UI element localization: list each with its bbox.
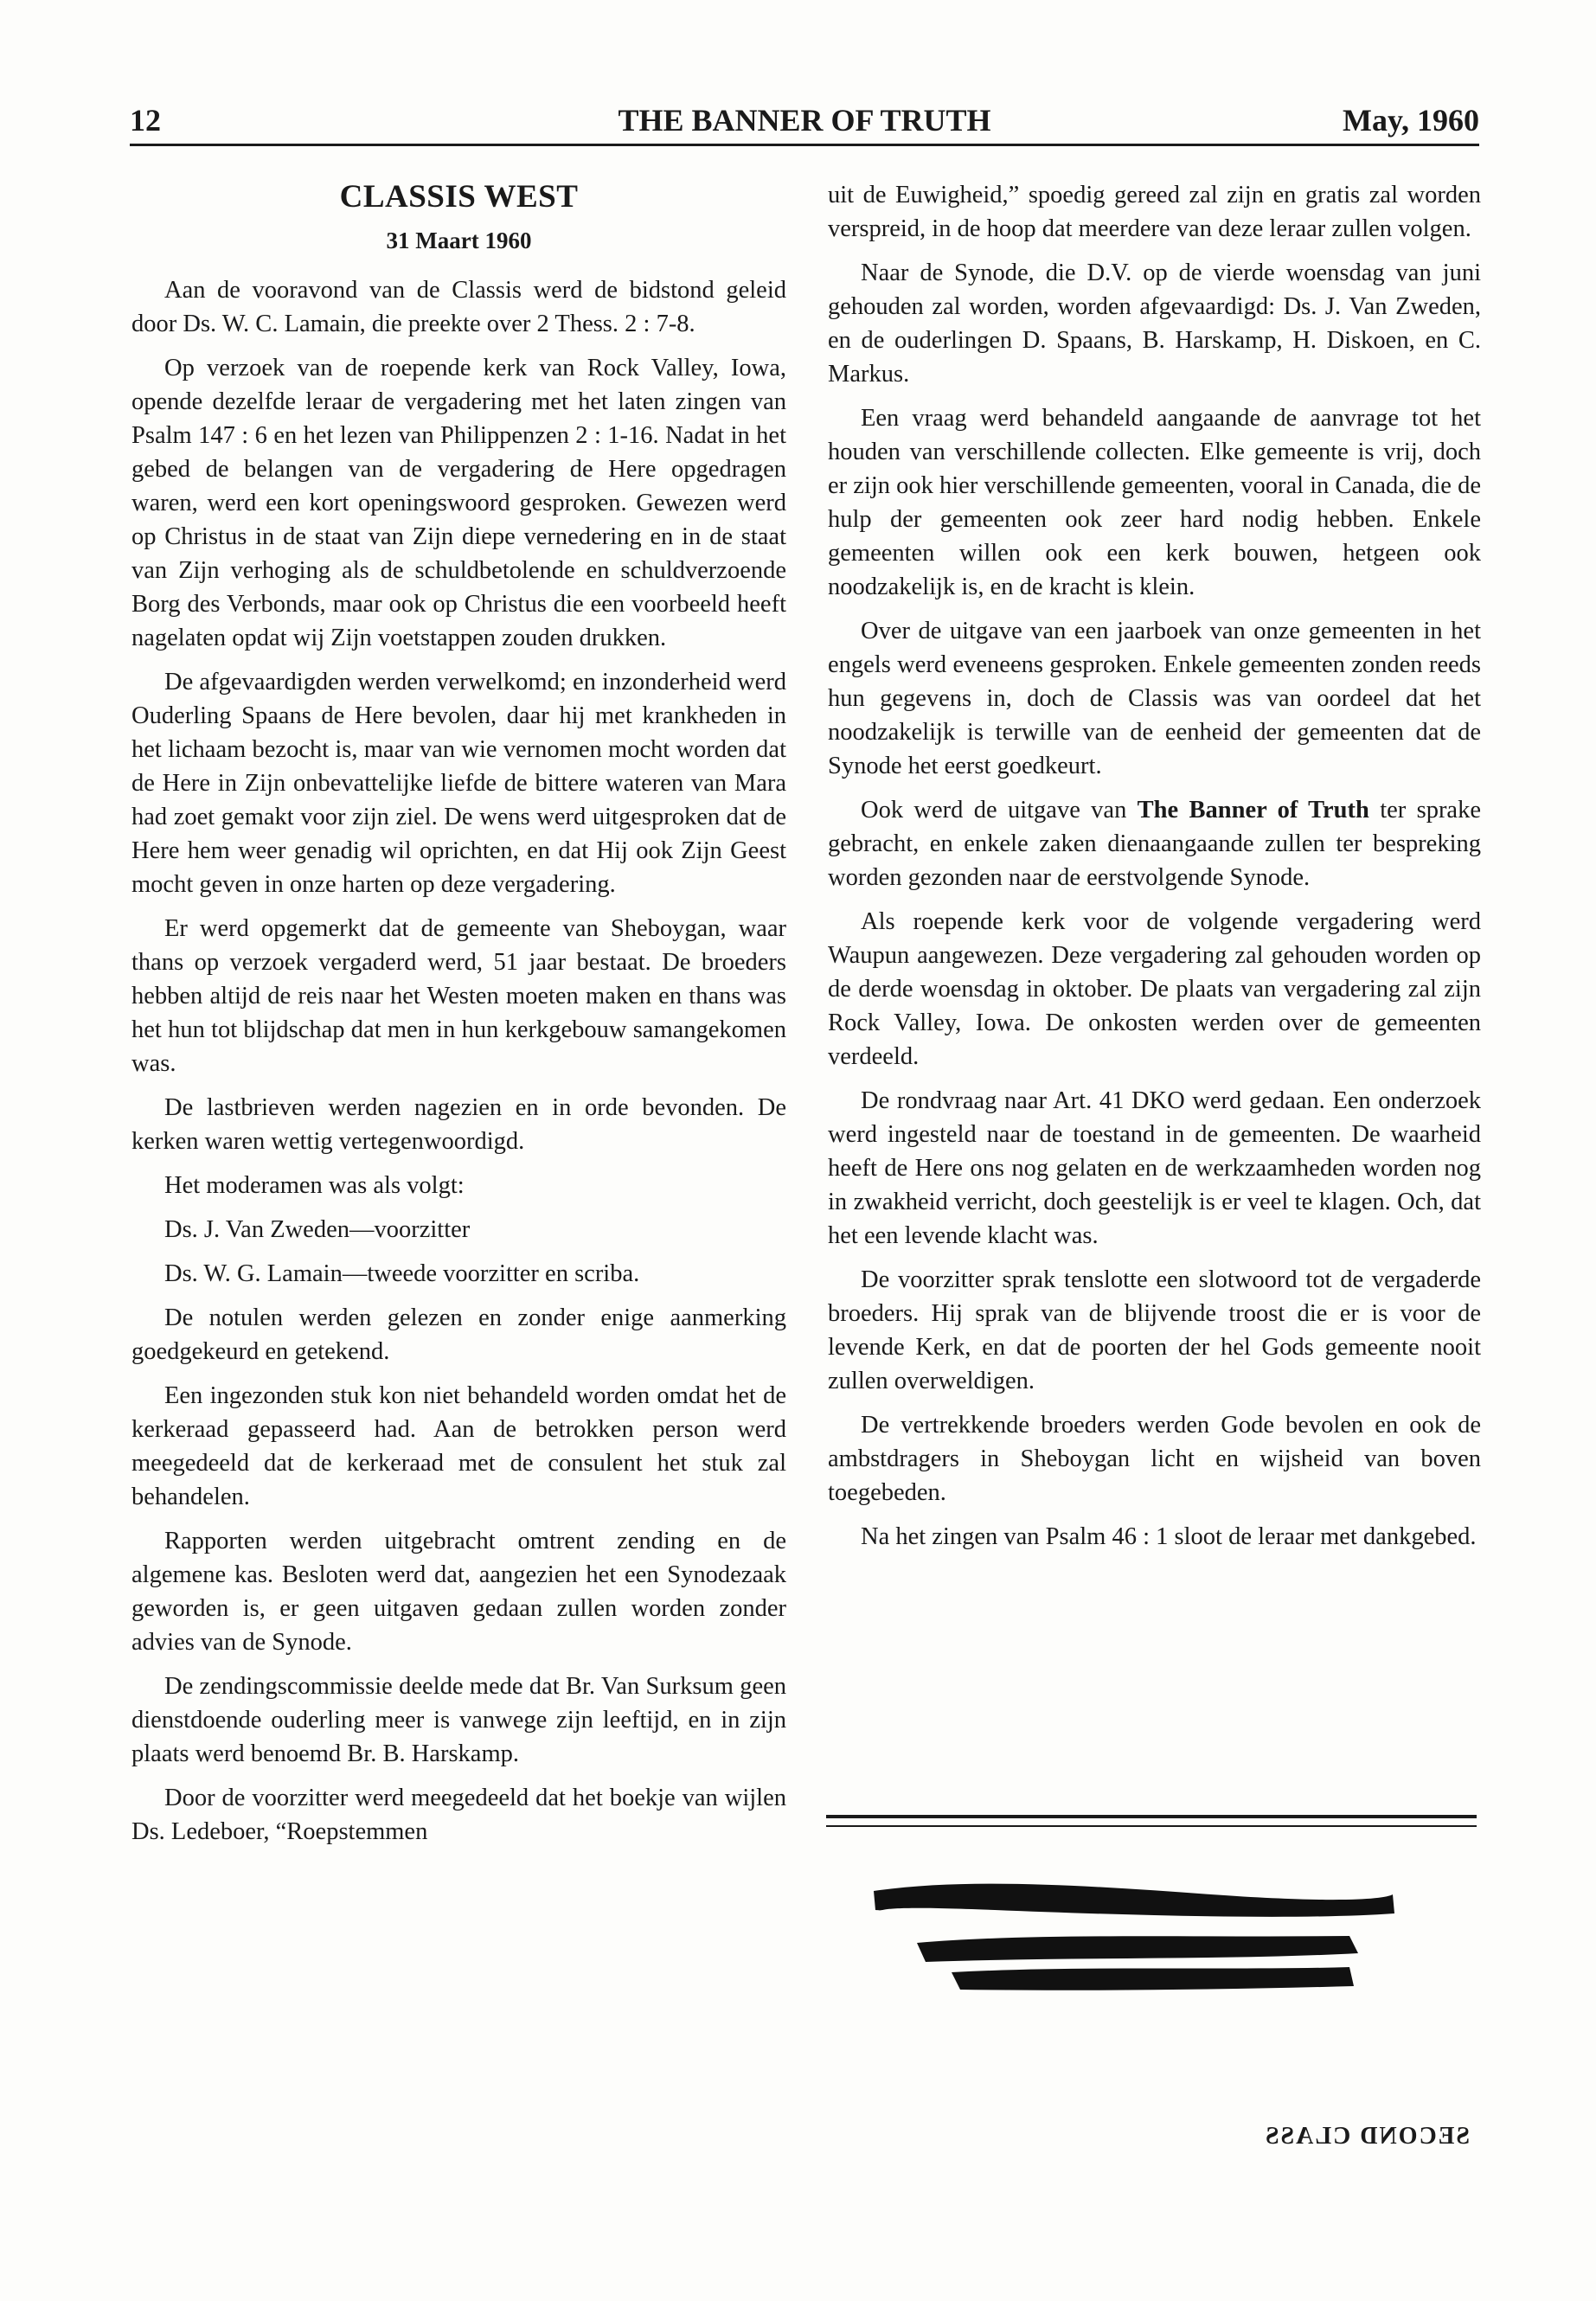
paragraph: Als roepende kerk voor de volgende vergadering werd Waupun aangewezen. Deze vergadering zal gehouden worden op de derde woensdag in oktober. De plaats van vergadering zal zijn Rock Valley, Iowa. De onkosten werden over de gemeenten verdeeld. — [828, 908, 1481, 1070]
paragraph: De notulen werden gelezen en zonder enige aanmerking goedgekeurd en getekend. — [131, 1304, 786, 1365]
end-rule-thin — [826, 1825, 1477, 1827]
paragraph: De vertrekkende broeders werden Gode bevolen en ook de ambstdragers in Sheboygan licht en wijsheid van boven toegebeden. — [828, 1412, 1481, 1506]
paragraph: De rondvraag naar Art. 41 DKO werd gedaan. Een onderzoek werd ingesteld naar de toestand in de gemeenten. De waarheid heeft de Here ons nog gelaten en de werkzaamheden worden nog in zwakheid verricht, doch geestelijk is er veel te klagen. Och, dat het een levende klacht was. — [828, 1087, 1481, 1249]
list-item: Ds. J. Van Zweden—voorzitter — [164, 1216, 471, 1243]
article-date: 31 Maart 1960 — [386, 228, 532, 253]
end-rule-thick — [826, 1815, 1477, 1818]
redacted-mailing-stamp — [865, 1860, 1436, 2016]
paragraph: De voorzitter sprak tenslotte een slotwoord tot de vergaderde broeders. Hij sprak van de blijvende troost die er is voor de levende Kerk, en dat de poorten der hel Gods gemeente nooit zullen overweldigen. — [828, 1266, 1481, 1394]
paragraph: De zendingscommissie deelde mede dat Br. Van Surksum geen dienstdoende ouderling meer is vanwege zijn leeftijd, en in zijn plaats werd benoemd Br. B. Harskamp. — [131, 1673, 786, 1767]
paragraph: Aan de vooravond van de Classis werd de bidstond geleid door Ds. W. C. Lamain, die preekte over 2 Thess. 2 : 7-8. — [131, 277, 786, 337]
paragraph: Rapporten werden uitgebracht omtrent zending en de algemene kas. Besloten werd dat, aangezien het een Synodezaak geworden is, er geen uitgaven gedaan zullen worden zonder advies van de Synode. — [131, 1528, 786, 1656]
paragraph: Door de voorzitter werd meegedeeld dat het boekje van wijlen Ds. Ledeboer, “Roepstemmen — [131, 1785, 786, 1845]
paragraph: Na het zingen van Psalm 46 : 1 sloot de leraar met dankgebed. — [861, 1523, 1477, 1550]
paragraph-continuation: uit de Euwigheid,” spoedig gereed zal zijn en gratis zal worden verspreid, in de hoop dat meerdere van deze leraar zullen volgen. — [828, 182, 1481, 242]
banner-paragraph — [828, 793, 1481, 894]
paragraph: De afgevaardigden werden verwelkomd; en inzonderheid werd Ouderling Spaans de Here bevolen, daar hij met krankheden in het lichaam bezocht is, maar van wie vernomen mocht worden dat de Here in Zijn onbevattelijke liefde de bittere wateren van Mara had zoet gemakt voor zijn ziel. De wens werd uitgesproken dat de Here hem weer genadig wil oprichten, en dat Hij ook Zijn Geest mocht geven in onze harten op deze vergadering. — [131, 669, 786, 898]
right-column — [828, 178, 1481, 1564]
paragraph: Een vraag werd behandeld aangaande de aanvrage tot het houden van verschillende collecten. Elke gemeente is vrij, doch er zijn ook hier verschillende gemeenten, vooral in Canada, die de hulp der gemeenten ook zeer hard nodig hebben. Enkele gemeenten willen ook een kerk bouwen, hetgeen ook noodzakelijk is, en de kracht is klein. — [828, 405, 1481, 600]
paragraph: Op verzoek van de roepende kerk van Rock Valley, Iowa, opende dezelfde leraar de vergadering met het laten zingen van Psalm 147 : 6 en het lezen van Philippenzen 2 : 1-16. Nadat in het gebed de belangen van de vergadering de Here opgedragen waren, werd een kort openingswoord gesproken. Gewezen werd op Christus in de staat van Zijn diepe vernedering en in de staat van Zijn verhoging als de schuldbetolende en schuldverzoende Borg des Verbonds, maar ook op Christus die een voorbeeld heeft nagelaten opdat wij Zijn voetstappen zouden drukken. — [131, 355, 786, 651]
page-number: 12 — [130, 103, 161, 138]
article-title: CLASSIS WEST — [339, 179, 579, 215]
paragraph: Naar de Synode, die D.V. op de vierde woensdag van juni gehouden zal worden, worden afgevaardigd: Ds. J. Van Zweden, en de ouderlingen D. Spaans, B. Harskamp, H. Diskoen, en C. Markus. — [828, 260, 1481, 388]
running-header — [130, 102, 1479, 146]
mirrored-postal-mark: SECOND CLASS — [1264, 2123, 1470, 2150]
left-column — [131, 178, 786, 1859]
paragraph: Er werd opgemerkt dat de gemeente van Sheboygan, waar thans op verzoek vergaderd werd, 51 jaar bestaat. De broeders hebben altijd de reis naar het Westen moeten maken en thans was het hun tot blijdschap dat men in hun kerkgebouw samangekomen was. — [131, 915, 786, 1077]
list-item: Ds. W. G. Lamain—tweede voorzitter en scriba. — [164, 1260, 640, 1287]
issue-date: May, 1960 — [1343, 103, 1479, 138]
banner-publication-name: The Banner of Truth — [1137, 797, 1369, 824]
banner-text-after: ter sprake gebracht, en enkele zaken dienaangaande zullen ter bespreking worden gezonden naar de eerstvolgende Synode. — [828, 797, 1481, 891]
paragraph: Een ingezonden stuk kon niet behandeld worden omdat het de kerkeraad gepasseerd had. Aan de betrokken person werd meegedeeld dat de kerkeraad met de consulent het stuk zal behandelen. — [131, 1382, 786, 1510]
paragraph: Over de uitgave van een jaarboek van onze gemeenten in het engels werd eveneens gesproken. Enkele gemeenten zonden reeds hun gegevens in, doch de Classis was van oordeel dat het noodzakelijk is terwille van de eenheid der gemeenten dat de Synode het eerst goedkeurt. — [828, 618, 1481, 779]
banner-text-before: Ook werd de uitgave van — [861, 797, 1138, 824]
masthead: THE BANNER OF TRUTH — [618, 103, 991, 138]
paragraph: Het moderamen was als volgt: — [164, 1172, 465, 1199]
paragraph: De lastbrieven werden nagezien en in orde bevonden. De kerken waren wettig vertegenwoordigd. — [131, 1094, 786, 1155]
